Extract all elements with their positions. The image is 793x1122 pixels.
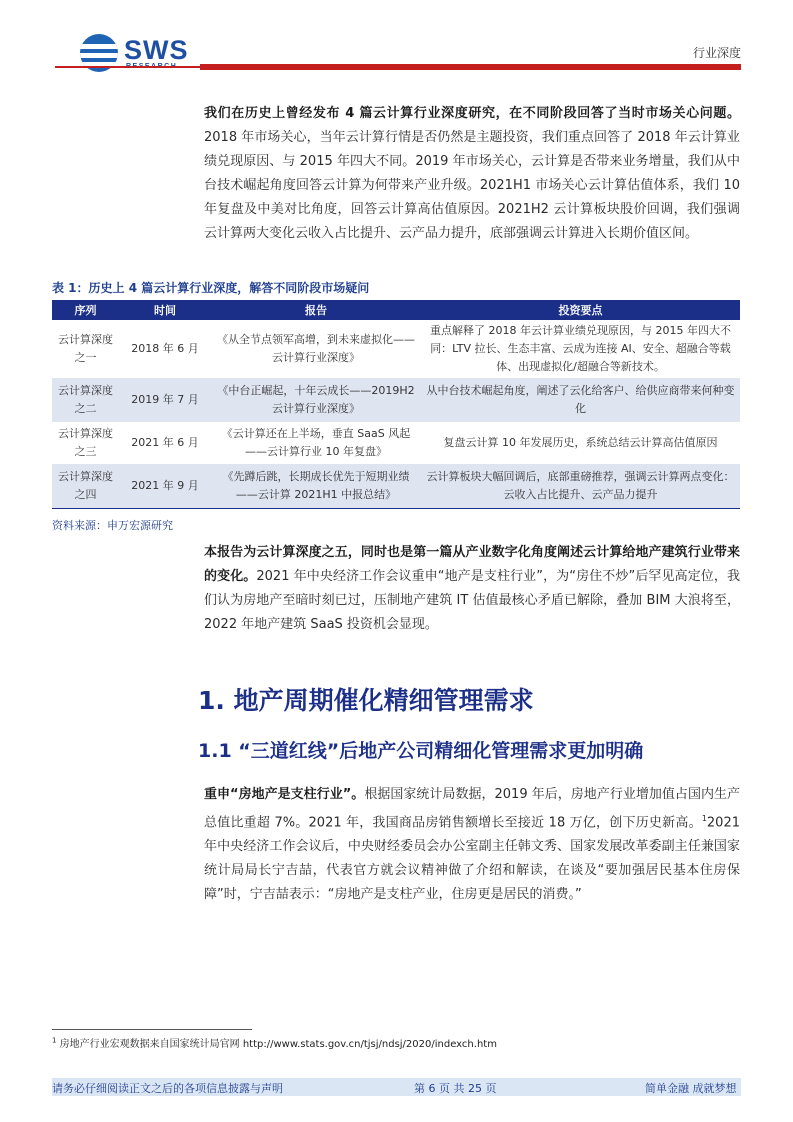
cell-report: 《从全节点领军高增，到未来虚拟化——云计算行业深度》 [217, 333, 415, 364]
report-history-table [52, 300, 740, 509]
footnote-reference[interactable]: 1 [701, 814, 707, 823]
para3-text-1: 根据国家统计局数据，2019 年后，房地产行业增加值占国内生产总值比重超 7%。2021 年，我国商品房销售额增长至接近 18 万亿，创下历史新高。 [204, 787, 741, 831]
cell-report: 《先蹲后跳，长期成长优先于短期业绩——云计算 2021H1 中报总结》 [211, 464, 421, 508]
cell-report: 《中台正崛起，十年云成长——2019H2 云计算行业深度》 [211, 378, 421, 422]
logo-text: SWS [124, 35, 189, 65]
cell-points: 云计算板块大幅回调后，底部重磅推荐，强调云计算两点变化：云收入占比提升、云产品力提升 [421, 464, 740, 508]
para2-text: 2021 年中央经济工作会议重申“地产是支柱行业”，为“房住不炒”后罕见高定位，我们认为房地产至暗时刻已过，压制地产建筑 IT 估值最核心矛盾已解除，叠加 BIM 大浪将至，2022 年地产建筑 SaaS 投资机会显现。 [204, 569, 740, 632]
para2-bold-lead: 本报告为云计算深度之五，同时也是第一篇从产业数字化角度阐述云计算给地产建筑行业带来的变化。 [204, 545, 740, 584]
para3-text-2: 2021 年中央经济工作会议后，中央财经委员会办公室副主任韩文秀、国家发展改革委副主任兼国家统计局局长宁吉喆，代表官方就会议精神做了介绍和解读，在谈及“要加强居民基本住房保障”时，宁吉喆表示：“房地产是支柱产业，住房更是居民的消费。” [204, 815, 740, 903]
table-caption: 表 1：历史上 4 篇云计算行业深度，解答不同阶段市场疑问 [52, 281, 370, 295]
cell-points: 从中台技术崛起角度，阐述了云化给客户、给供应商带来何种变化 [421, 378, 740, 422]
header-accent-bar [200, 64, 741, 70]
cell-points: 重点解释了 2018 年云计算业绩兑现原因，与 2015 年四大不同：LTV 拉长、生态丰富、云成为连接 AI、安全、超融合等载体、出现虚拟化/超融合等新技术。 [430, 324, 731, 373]
footer-slogan: 简单金融 成就梦想 [645, 1082, 737, 1095]
footnote-text: 房地产行业宏观数据来自国家统计局官网 http://www.stats.gov.cn/tjsj/ndsj/2020/indexch.htm [59, 1039, 497, 1050]
table-row [52, 464, 740, 508]
doc-type-label: 行业深度 [692, 46, 741, 60]
column-header: 序列 [52, 300, 119, 320]
footnote [52, 1035, 497, 1050]
cell-report: 《云计算还在上半场，垂直 SaaS 风起——云计算行业 10 年复盘》 [221, 427, 411, 458]
para3-bold-lead: 重申“房地产是支柱行业”。 [204, 787, 365, 802]
table-row [52, 320, 740, 378]
table-row [52, 422, 740, 464]
table-row [52, 378, 740, 422]
cell-seq: 云计算深度之一 [58, 333, 113, 364]
intro-paragraph [204, 102, 740, 246]
intro-text: 2018 年市场关心，当年云计算行情是否仍然是主题投资，我们重点回答了 2018 年云计算业绩兑现原因、与 2015 年四大不同。2019 年市场关心，云计算是否带来业务增量，我们从中台技术崛起角度回答云计算为何带来产业升级。2021H1 市场关心云计算估值体系，我们 10 年复盘及中美对比角度，回答云计算高估值原因。2021H2 云计算板块股价回调，我们强调云计算两大变化云收入占比提升、云产品力提升，底部强调云计算进入长期价值区间。 [204, 130, 741, 241]
section-heading-1-1: 1.1 “三道红线”后地产公司精细化管理需求更加明确 [198, 740, 644, 762]
column-header: 投资要点 [421, 300, 740, 320]
cell-date: 2021 年 6 月 [131, 436, 199, 449]
intro-bold-lead: 我们在历史上曾经发布 4 篇云计算行业深度研究，在不同阶段回答了当时市场关心问题。 [204, 106, 740, 121]
column-header: 时间 [119, 300, 211, 320]
body-paragraph [204, 783, 740, 907]
table-source: 资料来源：申万宏源研究 [52, 519, 173, 532]
footnote-mark: 1 [52, 1036, 57, 1045]
section-heading-1: 1. 地产周期催化精细管理需求 [198, 686, 534, 715]
page-number: 第 6 页 共 25 页 [414, 1082, 497, 1095]
footer-disclaimer: 请务必仔细阅读正文之后的各项信息披露与声明 [52, 1082, 283, 1095]
report-intro-paragraph [204, 541, 740, 637]
cell-seq: 云计算深度之三 [58, 427, 113, 458]
cell-date: 2018 年 6 月 [131, 342, 199, 355]
footnote-divider [52, 1029, 252, 1030]
column-header: 报告 [211, 300, 421, 320]
cell-date: 2021 年 9 月 [119, 464, 211, 508]
cell-seq: 云计算深度之四 [52, 464, 119, 508]
cell-points: 复盘云计算 10 年发展历史，系统总结云计算高估值原因 [443, 436, 718, 449]
cell-date: 2019 年 7 月 [119, 378, 211, 422]
cell-seq: 云计算深度之二 [52, 378, 119, 422]
table-header-row [52, 300, 740, 320]
